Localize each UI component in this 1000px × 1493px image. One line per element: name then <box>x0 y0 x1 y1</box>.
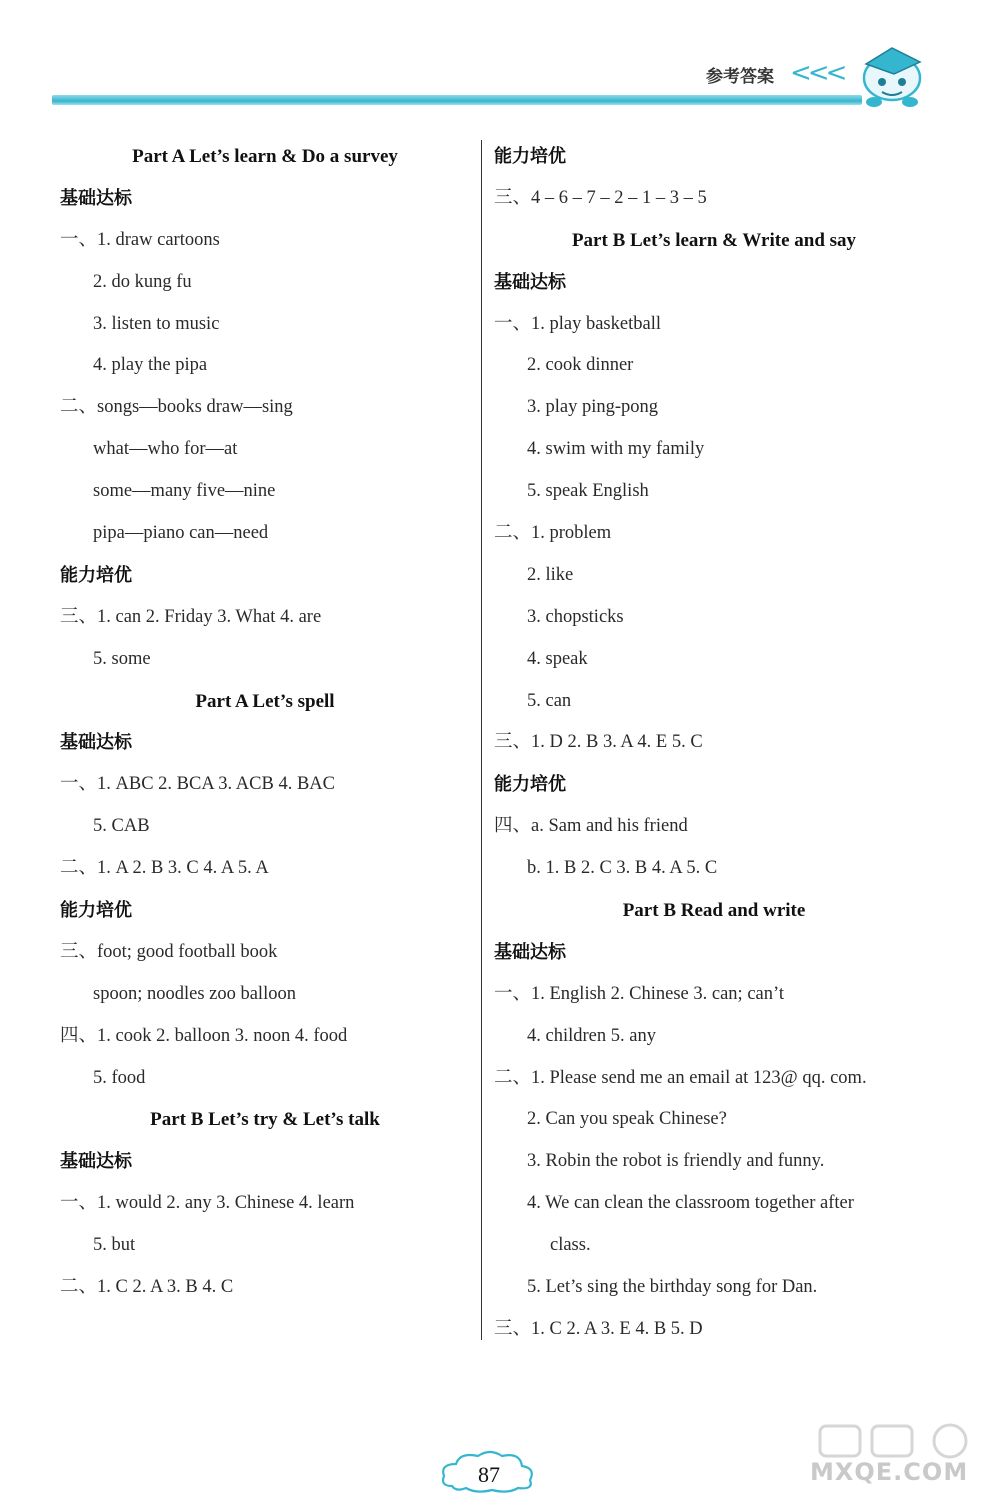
answer-line: 四、a. Sam and his friend <box>494 816 688 837</box>
header-title: 参考答案 <box>706 67 774 87</box>
column-divider <box>481 140 482 1340</box>
answer-line: 5. some <box>93 648 151 669</box>
answer-line: 2. do kung fu <box>93 271 192 292</box>
answer-line: 三、foot; good football book <box>60 941 278 962</box>
answer-line: class. <box>550 1235 591 1256</box>
answer-line: 3. listen to music <box>93 313 220 334</box>
subsection-label: 能力培优 <box>494 774 566 796</box>
left-column <box>60 136 470 1309</box>
answer-line: 5. food <box>93 1067 146 1088</box>
answer-line: 5. but <box>93 1235 136 1256</box>
section-heading: Part A Let’s learn & Do a survey <box>132 146 398 167</box>
header-bar <box>52 95 862 105</box>
answer-line: 2. Can you speak Chinese? <box>527 1109 727 1130</box>
answer-line: 二、1. C 2. A 3. B 4. C <box>60 1277 234 1298</box>
subsection-label: 能力培优 <box>60 564 132 586</box>
answer-line: 5. can <box>527 690 572 711</box>
answer-line: some—many five—nine <box>93 481 276 502</box>
answer-line: 二、1. problem <box>494 523 612 544</box>
answer-line: 一、1. ABC 2. BCA 3. ACB 4. BAC <box>60 774 335 795</box>
section-heading: Part B Read and write <box>622 900 806 922</box>
watermark-text: MXQE.COM <box>810 1458 969 1486</box>
subsection-label: 基础达标 <box>60 732 132 754</box>
answer-line: 一、1. would 2. any 3. Chinese 4. learn <box>60 1193 355 1214</box>
subsection-label: 基础达标 <box>494 941 566 963</box>
answer-line: what—who for—at <box>93 439 238 460</box>
arrows-icon: <<< <box>790 58 844 88</box>
answer-line: 4. speak <box>527 648 588 669</box>
answer-line: pipa—piano can—need <box>93 523 269 544</box>
answer-line: 5. Let’s sing the birthday song for Dan. <box>527 1277 818 1298</box>
subsection-label: 基础达标 <box>60 187 132 209</box>
answer-line: 5. CAB <box>93 816 150 837</box>
answer-line: 4. swim with my family <box>527 439 705 460</box>
section-heading: Part B Let’s try & Let’s talk <box>150 1109 380 1131</box>
answer-line: 2. like <box>527 564 574 585</box>
answer-line: 2. cook dinner <box>527 355 634 376</box>
answer-line: 四、1. cook 2. balloon 3. noon 4. food <box>60 1025 348 1046</box>
answer-line: 4. play the pipa <box>93 355 208 376</box>
answer-line: 二、1. A 2. B 3. C 4. A 5. A <box>60 858 269 879</box>
answer-line: 三、1. C 2. A 3. E 4. B 5. D <box>494 1318 703 1339</box>
watermark-logo-icon <box>800 1420 990 1460</box>
subsection-label: 能力培优 <box>60 900 132 922</box>
answer-line: 3. play ping-pong <box>527 397 659 418</box>
answer-line: 一、1. draw cartoons <box>60 229 220 250</box>
answer-line: 4. We can clean the classroom together after <box>527 1193 854 1214</box>
answer-line: 3. Robin the robot is friendly and funny. <box>527 1151 825 1172</box>
answer-line: spoon; noodles zoo balloon <box>93 983 296 1004</box>
right-column <box>494 136 934 1351</box>
subsection-label: 能力培优 <box>494 146 566 167</box>
page-number: 87 <box>478 1462 500 1487</box>
answer-line: 一、1. English 2. Chinese 3. can; can’t <box>494 983 784 1004</box>
section-heading: Part B Let’s learn & Write and say <box>571 229 857 251</box>
answer-line: 3. chopsticks <box>527 606 624 627</box>
section-heading: Part A Let’s spell <box>195 690 335 712</box>
subsection-label: 基础达标 <box>494 271 566 293</box>
answer-line: 三、1. D 2. B 3. A 4. E 5. C <box>494 732 703 753</box>
answer-line: 三、4 – 6 – 7 – 2 – 1 – 3 – 5 <box>494 187 707 208</box>
subsection-label: 基础达标 <box>60 1151 132 1173</box>
answer-line: 4. children 5. any <box>527 1025 656 1046</box>
mascot-icon <box>852 40 932 110</box>
answer-line: 二、1. Please send me an email at 123@ qq. com. <box>494 1067 867 1088</box>
answer-line: 二、songs—books draw—sing <box>60 397 293 418</box>
answer-line: 一、1. play basketball <box>494 313 661 334</box>
answer-line: b. 1. B 2. C 3. B 4. A 5. C <box>527 858 718 879</box>
answer-line: 5. speak English <box>527 481 649 502</box>
answer-line: 三、1. can 2. Friday 3. What 4. are <box>60 606 322 627</box>
